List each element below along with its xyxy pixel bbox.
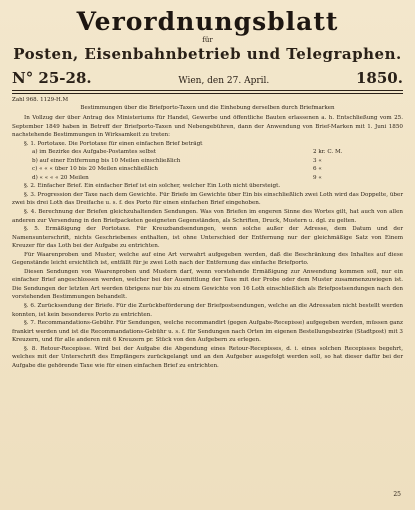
rate-row — [32, 157, 403, 166]
masthead-subtitle: Posten, Eisenbahnbetrieb und Telegraphen. — [13, 45, 402, 63]
section-paragraph: §. 4. Berechnung der Briefen gleichzuhaltenden Sendungen. Was von Briefen im engeren Sinne des Wortes gilt, hat auch von allen anderen zur Versendung in den Briefpacketen geeigneten Gegenständen, als Schriften, Druck, Mustern u. dgl. zu gelten. — [12, 209, 403, 224]
rate-row — [32, 174, 403, 183]
page-number: 25 — [393, 491, 401, 498]
section-heading: Bestimmungen über die Briefporto-Taxen und die Einhebung derselben durch Briefmarken — [80, 105, 335, 111]
section-paragraph: §. 2. Einfacher Brief. Ein einfacher Brief ist ein solcher, welcher Ein Loth nicht übersteigt. — [24, 183, 281, 190]
section-paragraph: §. 6. Zurücksendung der Briefe. Für die Zurückbeförderung der Briefpostsendungen, welche an die Adressaten nicht bestellt werden konnten, ist kein besonderes Porto zu entrichten. — [12, 303, 403, 318]
section-paragraph: §. 5. Ermäßigung der Portotaxe. Für Kreuzbandsendungen, wenn solche außer der Adresse, dem Datum und der Namensunterschrift, nichts Geschriebenes enthalten, ist ohne Unterschied der Entfernung nur der gleichmäßige Satz von Einem Kreuzer für das Loth bei der Aufgabe zu entrichten. — [12, 226, 403, 250]
paragraph-portotaxe: §. 1. Portotaxe. Die Portotaxe für einen einfachen Brief beträgt — [24, 140, 203, 147]
rate-value: 6 « — [313, 166, 322, 173]
rate-row — [32, 148, 403, 157]
rate-row — [32, 165, 403, 174]
divider — [12, 93, 403, 94]
issue-year: 1850. — [356, 69, 403, 87]
rate-value: 3 « — [313, 157, 322, 164]
section-paragraph: §. 3. Progression der Taxe nach dem Gewichte. Für Briefe im Gewichte über Ein bis einschließlich zwei Loth wird das Doppelte, über zwei bis drei Loth das Dreifache u. s. f. des Porto für einen einfachen Brief eingehoben. — [12, 191, 403, 207]
section-paragraph: Diesen Sendungen von Waarenproben und Mustern darf, wenn vorstehende Ermäßigung zur Anwendung kommen soll, nur ein einfacher Brief angeschlossen werden, welcher bei der Ausmittlung der Taxe mit der Probe oder dem Muster zusammenzuwiegen ist. Die Sendungen der letzten Art werden übrigens nur bis zu einem Gewichte von 16 Loth einschließlich als Briefpostsendungen nach den vorstehenden Bestimmungen behandelt. — [12, 268, 403, 301]
section-paragraph: Für Waarenproben und Muster, welche auf eine Art verwahrt aufgegeben werden, daß die Beschränkung des Inhaltes auf diese Gegenstände leicht ersichtlich ist, entfällt für je zwei Loth nach der Entfernung das einfache Briefporto. — [12, 251, 403, 267]
issue-date: Wien, den 27. April. — [178, 76, 270, 86]
masthead-fuer: für — [202, 36, 213, 44]
rate-label: a) im Bezirke des Aufgabe-Postamtes selbst — [32, 149, 156, 156]
rate-value: 2 kr. C. M. — [313, 149, 343, 156]
rate-label: c) « « « über 10 bis 20 Meilen einschließlich — [32, 166, 159, 173]
rate-list — [32, 148, 403, 182]
rate-label: d) « « « « 20 Meilen — [32, 174, 89, 181]
masthead-title: Verordnungsblatt — [76, 7, 339, 36]
issue-line — [12, 69, 403, 91]
issue-number: N° 25-28. — [12, 69, 92, 87]
section-paragraph: §. 8. Retour-Recepisse. Wird bei der Aufgabe die Abgendung eines Retour-Recepisses, d. i. eines solchen Recepisses begehrt, welches mit der Unterschrift des Empfängers zurückgelangt und an den Aufgeber ausgefolgt werden soll, so hat dieser dafür bei der Aufgabe die gehörende Taxe wie für einen einfachen Brief zu entrichten. — [12, 345, 403, 369]
section-paragraph: §. 7. Recommandations-Gebühr. Für Sendungen, welche recommandirt (gegen Aufgabs-Recepisse) aufgegeben werden, müssen ganz frankirt werden und ist die Recommandations-Gebühr u. s. f. für Sendungen nach Orten im eigenen Bestellungsbezirke (Stadtpost) mit 3 Kreuzern, und für alle anderen mit 6 Kreuzern pr. Stück von den Aufgebern zu erlegen. — [12, 320, 403, 344]
rate-label: b) auf einer Entfernung bis 10 Meilen einschließlich — [32, 157, 181, 164]
intro-paragraph: In Vollzug der über Antrag des Ministeriums für Handel, Gewerbe und öffentliche Bauten erlassenen a. h. Entschließung vom 25. September 1849 haben in Betreff der Briefporto-Taxen und Nebengebühren, dann der Anwendung von Brief-Marken mit 1. Juni 1850 nachstehende Bestimmungen in Wirksamkeit zu treten: — [12, 115, 403, 139]
reference-number: Zahl 968. 1129-H.M — [12, 97, 69, 103]
rate-value: 9 « — [313, 174, 322, 181]
